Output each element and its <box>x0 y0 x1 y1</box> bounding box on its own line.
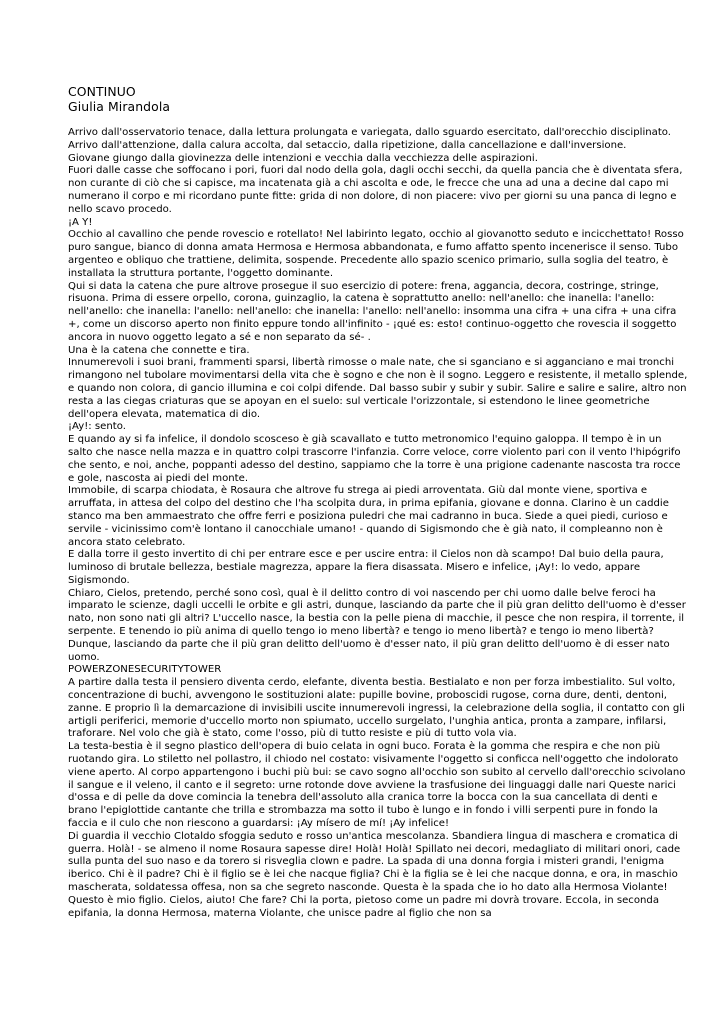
paragraph: Occhio al cavallino che pende rovescio e rotellato! Nel labirinto legato, occhio al giovanotto seduto e incicchettato! Rosso puro sangue, bianco di donna amata Hermosa e Hermosa abbandonata, e fumo affatto spento incenerisce il senso. Tubo argenteo e obliquo che trattiene, delimita, sospende. Precedente allo spazio scenico primario, sulla soglia del teatro, è installata la struttura portante, l'oggetto dominante. <box>68 229 684 279</box>
paragraph: ¡A Y! <box>68 216 93 228</box>
paragraph: Qui si data la catena che pure altrove prosegue il suo esercizio di potere: frena, aggancia, decora, costringe, stringe, risuona. Prima di essere orpello, corona, guinzaglio, la catena è soprattutto anello: nell'anello: che inanella: l'anello: nell'anello: che inanella: l'anello: nell'anello: che inanella: l'anello: nell'anello: insomma una cifra + una cifra + una cifra +, come un discorso aperto non finito eppure tondo all'infinito - ¡qué es: esto! continuo-oggetto che rovescia il soggetto ancora in nuovo oggetto legato a sé e non separato da sé- . <box>68 280 677 343</box>
paragraph: Di guardia il vecchio Clotaldo sfoggia seduto e rosso un'antica mescolanza. Sbandiera lingua di maschera e cromatica di guerra. Holà! - se almeno il nome Rosaura sapesse dire! Holà! Holà! Spillato nei decori, medagliato di militari onori, cade sulla punta del suo naso e da torero si risveglia clown e padre. La spada di una donna forgia i misteri grandi, l'enigma iberico. Chi è il padre? Chi è il figlio se è lei che nacque figlia? Chi è la figlia se è lei che nacque donna, e ora, in maschio mascherata, soldatessa offesa, non sa che segreto nasconde. Questa è la spada che io ho dato alla Hermosa Violante! Questo è mio figlio. Cielos, aiuto! Che fare? Chi la porta, pietoso come un padre mi dovrà trovare. Eccola, in seconda epifania, la donna Hermosa, materna Violante, che unisce padre al figlio che non sa <box>68 830 681 919</box>
paragraph: Immobile, di scarpa chiodata, è Rosaura che altrove fu strega ai piedi arroventata. Giù dal monte viene, sportiva e arruffata, in attesa del colpo del destino che l'ha scolpita dura, in prima epifania, giovane e donna. Clarino è un caddie stanco ma ben ammaestrato che offre ferri e posiziona puledri che mai cadranno in buca. Siede a quei piedi, curioso e servile - vicinissimo com'è lontano il canocchiale umano! - quando di Sigismondo che è già nato, il compleanno non è ancora stato celebrato. <box>68 485 669 548</box>
document-body <box>68 127 688 920</box>
document-author: Giulia Mirandola <box>68 99 171 114</box>
paragraph: ¡Ay!: sento. <box>68 421 126 433</box>
paragraph: Arrivo dall'attenzione, dalla calura accolta, dal setaccio, dalla ripetizione, dalla cancellazione e dall'inversione. <box>68 139 627 151</box>
paragraph: Giovane giungo dalla giovinezza delle intenzioni e vecchia dalla vecchiezza delle aspirazioni. <box>68 152 538 164</box>
paragraph: Fuori dalle casse che soffocano i pori, fuori dal nodo della gola, dagli occhi secchi, da quella pancia che è diventata sfera, non curante di ciò che si capisce, ma incatenata già a chi ascolta e ode, le frecce che una ad una a decine dal capo mi numerano il corpo e mi ricordano punte fitte: grida di non dolore, di non piacere: vivo per giorni su una panca di legno e nello scavo procedo. <box>68 165 683 215</box>
paragraph: Innumerevoli i suoi brani, frammenti sparsi, libertà rimosse o male nate, che si sganciano e si agganciano e mai tronchi rimangono nel tubolare movimentarsi della vita che è sogno e che non è il sogno. Leggero e resistente, il metallo splende, e quando non colora, di gancio illumina e coi colpi difende. Dal basso subir y subir y subir. Salire e salire e salire, altro non resta a las ciegas criaturas que se apoyan en el suelo: sul verticale l'orizzontale, si estendono le linee geometriche dell'opera elevata, matematica di dio. <box>68 357 688 420</box>
paragraph: Una è la catena che connette e tira. <box>68 344 250 356</box>
paragraph: La testa-bestia è il segno plastico dell'opera di buio celata in ogni buco. Forata è la gomma che respira e che non più ruotando gira. Lo stiletto nel pollastro, il chiodo nel costato: visivamente l'oggetto si conficca nell'oggetto che indolorato viene aperto. Al corpo appartengono i buchi più bui: se cavo sogno all'occhio son subito al cervello dall'orecchio scivolano il sangue e il veleno, il canto e il segreto: urne rotonde dove avviene la trasfusione dei linguaggi dalle nari Queste narici d'ossa e di pelle da dove comincia la tenebra dell'assoluto alla cranica torre la bocca con la sua cancellata di denti e brano l'epiglottide cantante che trilla e strombazza ma sotto il tubo è lungo e in fondo i villi serpenti pure in fondo la faccia e il culo che non riescono a guardarsi: ¡Ay mísero de mí! ¡Ay infelice! <box>68 741 686 830</box>
paragraph: Chiaro, Cielos, pretendo, perché sono così, qual è il delitto contro di voi nascendo per chi uomo dalle belve feroci ha imparato le scienze, dagli uccelli le orbite e gli astri, dunque, lasciando da parte che il più gran delitto dell'uomo è d'esser nato, non sono nati gli altri? L'uccello nasce, la bestia con la pelle piena di macchie, il pesce che non respira, il torrente, il serpente. E tenendo io più anima di quello tengo io meno libertà? e tengo io meno libertà? e tengo io meno libertà? <box>68 587 686 638</box>
document-title: CONTINUO <box>68 84 136 99</box>
section-heading: POWERZONESECURITYTOWER <box>68 664 222 676</box>
paragraph: Dunque, lasciando da parte che il più gran delitto dell'uomo è d'esser nato, il più gran delitto dell'uomo è di esser nato uomo. <box>68 638 670 663</box>
paragraph: Arrivo dall'osservatorio tenace, dalla lettura prolungata e variegata, dallo sguardo esercitato, dall'orecchio disciplinato. <box>68 127 672 138</box>
paragraph: E quando ay si fa infelice, il dondolo scosceso è già scavallato e tutto metronomico l'equino galoppa. Il tempo è in un salto che nasce nella mazza e in quattro colpi trascorre l'infanzia. Corre veloce, corre violento pari con il vento l'hipógrifo che sento, e noi, anche, poppanti adesso del destino, sappiamo che la torre è una prigione cadenante nascosta tra rocce e gole, nascosta ai piedi del monte. <box>68 434 681 484</box>
paragraph: A partire dalla testa il pensiero diventa cerdo, elefante, diventa bestia. Bestialato e non per forza imbestialito. Sul volto, concentrazione di buchi, avvengono le sostituzioni alate: pupille bovine, proboscidi rugose, corna dure, denti, dentoni, zanne. E proprio lì la demarcazione di invisibili uscite innumerevoli ingressi, la celebrazione della soglia, il contatto con gli artigli periferici, memorie d'uccello morto non spiumato, uccello surgelato, l'unghia antica, pronta a zampare, infilarsi, traforare. Nel volo che già è stato, come l'osso, più di tutto resiste e più di tutto vola via. <box>68 677 685 740</box>
paragraph: E dalla torre il gesto invertito di chi per entrare esce e per uscire entra: il Cielos non dà scampo! Dal buio della paura, luminoso di brutale bellezza, bestiale magrezza, appare la fiera disassata. Misero e infelice, ¡Ay!: lo vedo, appare Sigismondo. <box>68 549 664 586</box>
